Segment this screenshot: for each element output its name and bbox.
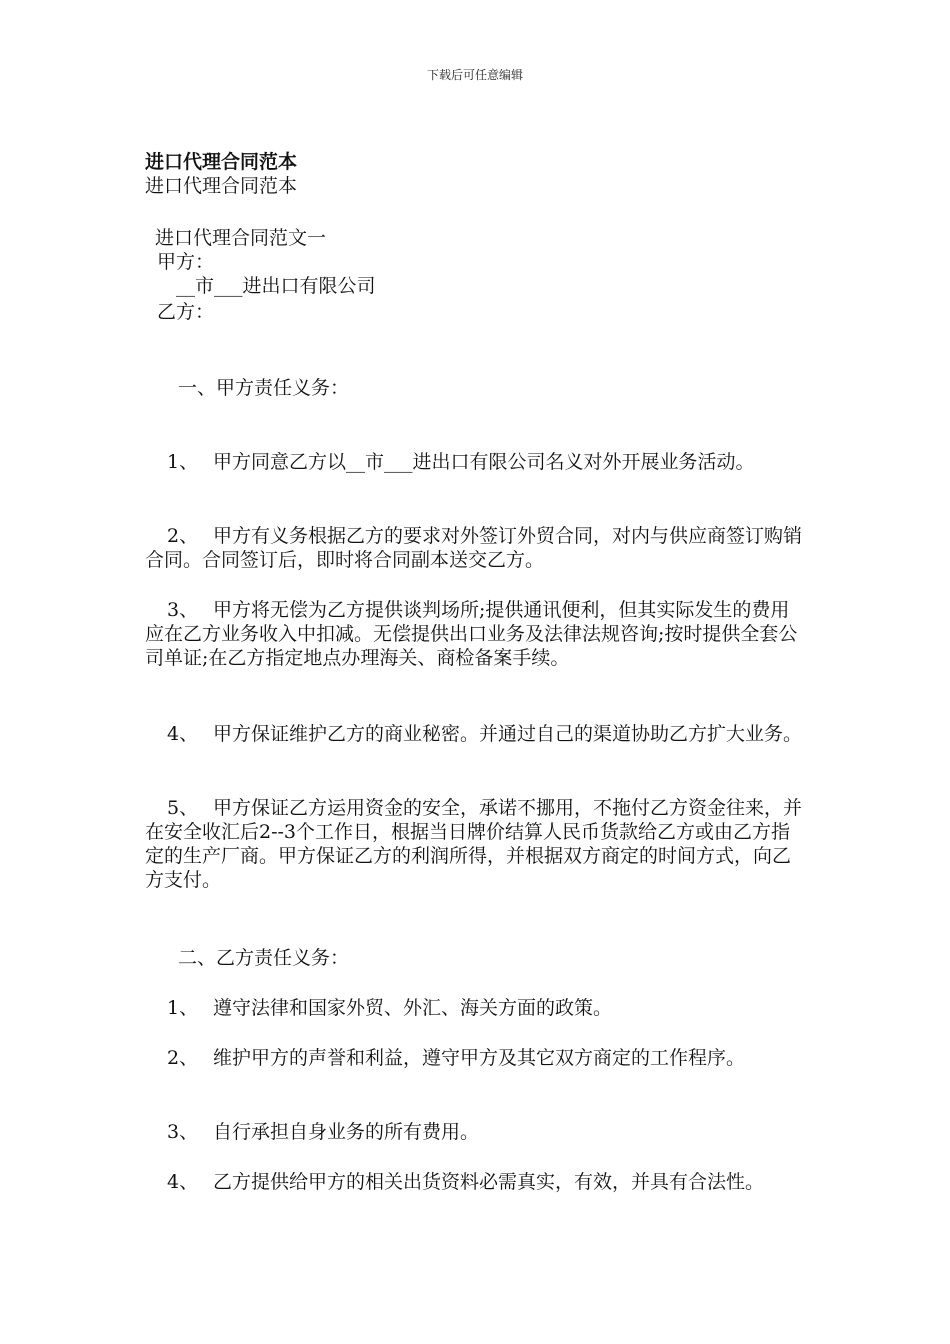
item-text: 遵守法律和国家外贸、外汇、海关方面的政策。 [213,997,613,1019]
item-text: 甲方有义务根据乙方的要求对外签订外贸合同，对内与供应商签订购销合同。合同签订后，即时将合同副本送交乙方。 [145,525,803,571]
contract-heading: 进口代理合同范文一 [155,227,327,249]
section-2-item-3 [145,1120,805,1144]
document-title: 进口代理合同范本 [145,151,298,173]
item-number: 1、 [167,451,199,473]
item-text: 自行承担自身业务的所有费用。 [213,1121,480,1143]
document-subtitle-repeat: 进口代理合同范本 [145,175,298,197]
item-number: 3、 [167,599,199,621]
section-2-item-2 [145,1046,805,1070]
item-number: 3、 [167,1121,199,1143]
item-number: 5、 [167,797,199,819]
section-1-heading: 一、甲方责任义务： [178,377,350,399]
party-a-name: __市___进出口有限公司 [176,275,376,297]
party-b-label: 乙方： [157,301,215,323]
section-1-item-1 [145,450,805,474]
item-number: 2、 [167,1047,199,1069]
item-number: 1、 [167,997,199,1019]
section-1-item-3 [145,598,805,670]
page-header-note: 下载后可任意编辑 [426,68,523,82]
section-1-item-5 [145,796,805,892]
item-number: 2、 [167,525,199,547]
item-number: 4、 [167,1171,199,1193]
item-text: 维护甲方的声誉和利益，遵守甲方及其它双方商定的工作程序。 [213,1047,746,1069]
item-text: 乙方提供给甲方的相关出货资料必需真实，有效，并具有合法性。 [213,1171,765,1193]
item-text: 甲方同意乙方以__市___进出口有限公司名义对外开展业务活动。 [213,451,755,473]
section-2-item-4 [145,1170,805,1194]
section-2-item-1 [145,996,805,1020]
section-2-heading: 二、乙方责任义务： [178,947,350,969]
section-1-item-2 [145,524,805,572]
item-text: 甲方将无偿为乙方提供谈判场所;提供通讯便利，但其实际发生的费用应在乙方业务收入中扣减。无偿提供出口业务及法律法规咨询;按时提供全套公司单证;在乙方指定地点办理海关、商检备案手续。 [145,599,798,669]
party-a-label: 甲方： [157,251,215,273]
item-number: 4、 [167,723,199,745]
section-1-item-4 [145,722,805,746]
item-text: 甲方保证维护乙方的商业秘密。并通过自己的渠道协助乙方扩大业务。 [213,723,803,745]
item-text: 甲方保证乙方运用资金的安全，承诺不挪用，不拖付乙方资金往来，并在安全收汇后2--3个工作日，根据当日牌价结算人民币货款给乙方或由乙方指定的生产厂商。甲方保证乙方的利润所得，并根据双方商定的时间方式，向乙方支付。 [145,797,803,891]
